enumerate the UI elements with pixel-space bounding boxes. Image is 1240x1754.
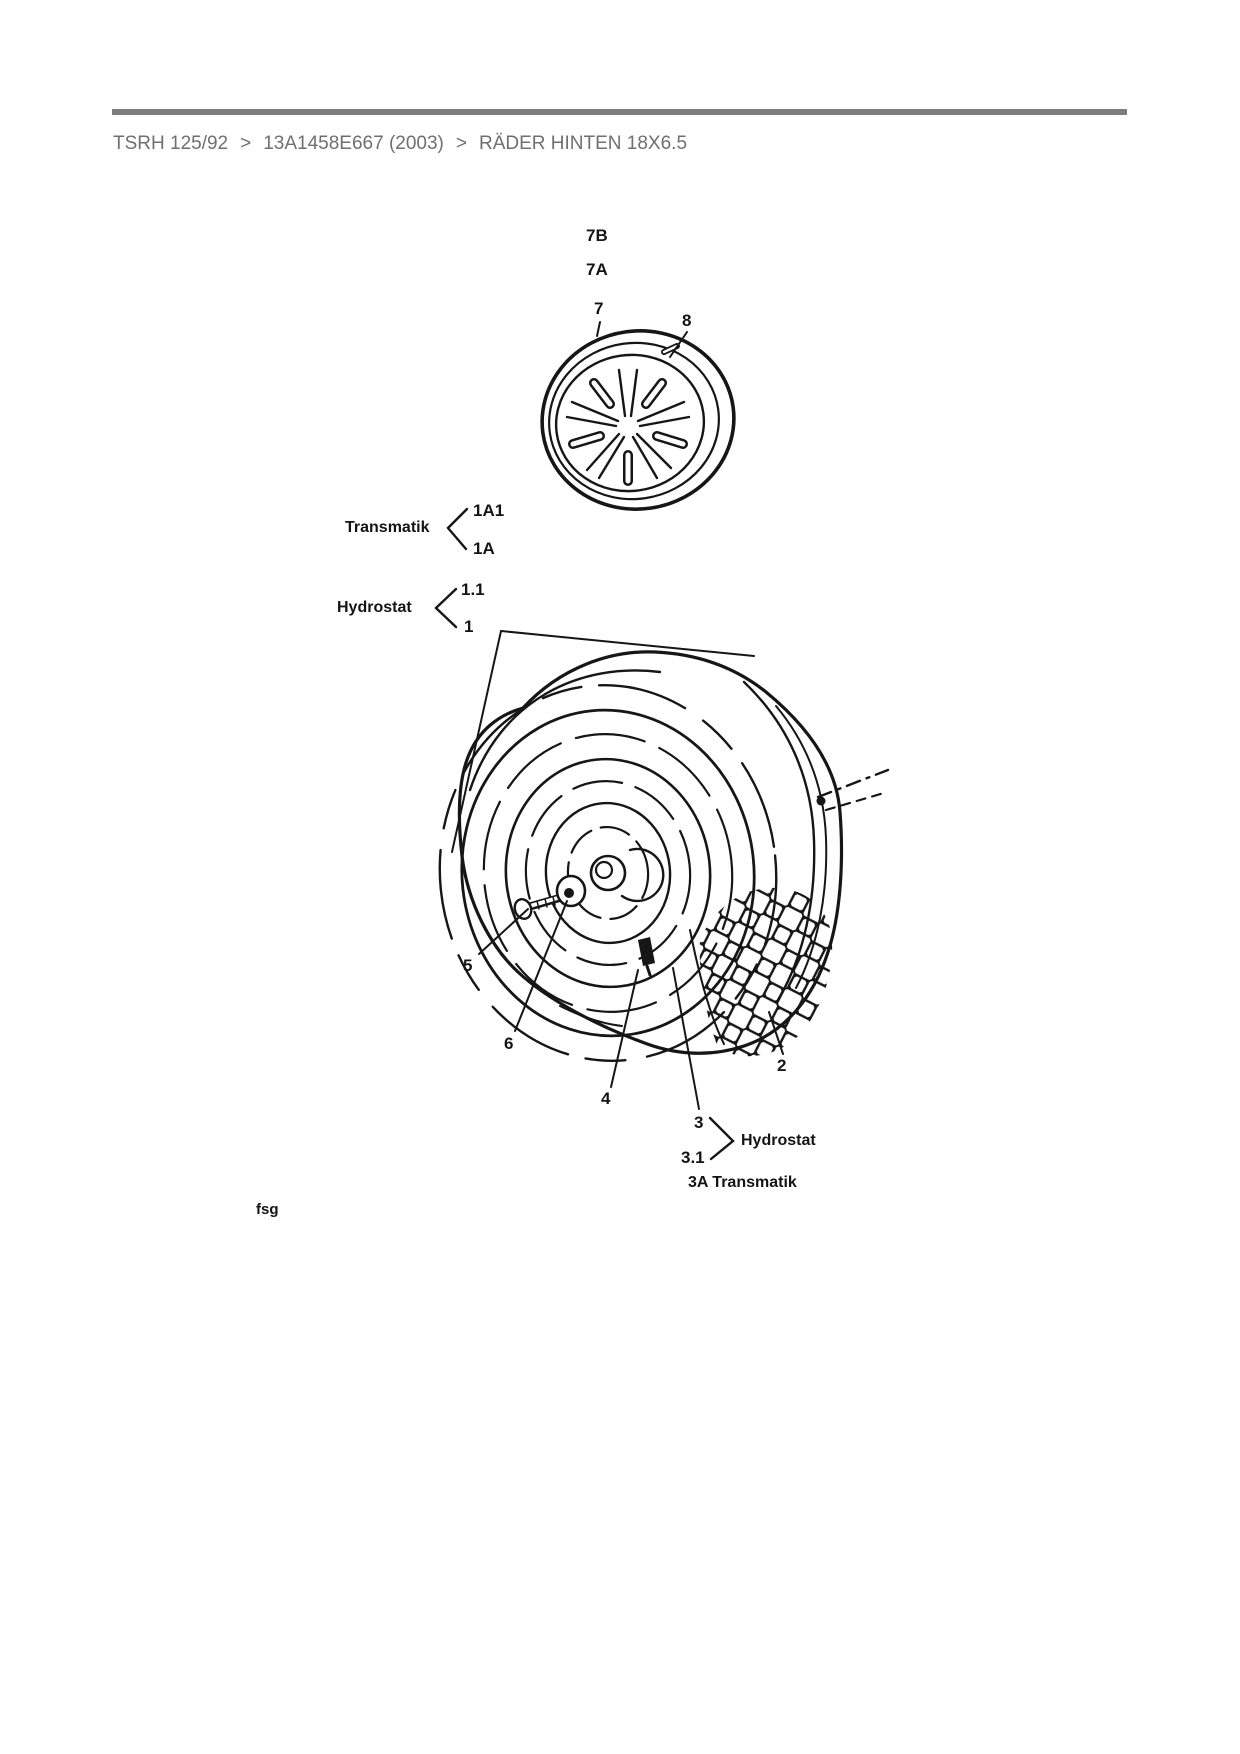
callout-8: 8: [682, 311, 692, 330]
washer-drawing: [557, 876, 585, 906]
group-label-transmatik-bottom: 3A Transmatik: [688, 1174, 797, 1191]
group-label-transmatik-top: Transmatik: [345, 519, 430, 536]
diagram-footnote: fsg: [256, 1201, 279, 1218]
breadcrumb-item-partnumber[interactable]: 13A1458E667 (2003): [263, 133, 444, 154]
breadcrumb-item-assembly[interactable]: RÄDER HINTEN 18X6.5: [479, 133, 688, 154]
group-label-hydrostat-bottom: Hydrostat: [741, 1132, 816, 1149]
callout-7b: 7B: [586, 226, 608, 245]
callout-1-1: 1.1: [461, 580, 485, 599]
breadcrumb-separator: >: [240, 133, 252, 154]
breadcrumb-item-model[interactable]: TSRH 125/92: [113, 133, 229, 154]
callout-6: 6: [504, 1034, 514, 1053]
callout-7a: 7A: [586, 260, 608, 279]
tire-tread-patch: [700, 888, 832, 1056]
callout-5: 5: [463, 956, 473, 975]
callout-3-1: 3.1: [681, 1148, 705, 1167]
wheel-drawing: [421, 652, 888, 1078]
valve-stem-drawing: [638, 937, 655, 975]
callout-1a1: 1A1: [473, 501, 505, 520]
breadcrumb-separator: >: [455, 133, 467, 154]
callout-3: 3: [694, 1113, 704, 1132]
callout-4: 4: [601, 1089, 611, 1108]
callout-2: 2: [777, 1056, 787, 1075]
callout-7: 7: [594, 299, 604, 318]
group-label-hydrostat-top: Hydrostat: [337, 599, 412, 616]
callout-1: 1: [464, 617, 474, 636]
callout-1a: 1A: [473, 539, 495, 558]
hubcap-drawing: [531, 319, 746, 522]
